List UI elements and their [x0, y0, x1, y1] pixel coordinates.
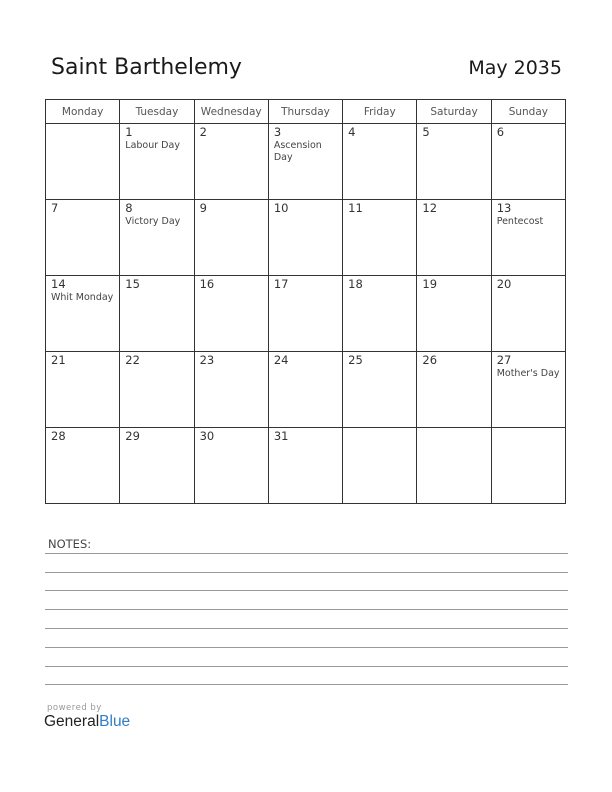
day-cell: [491, 124, 565, 200]
day-cell: [417, 200, 491, 276]
day-cell: [268, 276, 342, 352]
day-number: 27: [496, 353, 512, 367]
notes-line: [45, 628, 568, 629]
day-cell: [417, 276, 491, 352]
weekday-header: Thursday: [268, 100, 342, 124]
day-cell: [268, 428, 342, 504]
day-cell: [343, 276, 417, 352]
day-cell: [417, 124, 491, 200]
day-number: 20: [496, 277, 512, 291]
day-number: 10: [273, 201, 289, 215]
notes-line: [45, 684, 568, 685]
week-row: [46, 428, 566, 504]
day-cell: [120, 124, 194, 200]
day-number: 24: [273, 353, 289, 367]
brand-name-general: General: [44, 713, 100, 730]
weekday-header: Sunday: [491, 100, 565, 124]
day-cell: [120, 276, 194, 352]
day-number: 18: [348, 277, 363, 291]
week-row: [46, 352, 566, 428]
holiday-label: Victory Day: [125, 216, 181, 227]
day-number: 25: [348, 353, 363, 367]
day-number: 16: [199, 277, 215, 291]
day-cell: [343, 352, 417, 428]
notes-line: [45, 553, 568, 554]
day-number: 12: [422, 201, 438, 215]
day-number: 28: [51, 429, 66, 443]
day-number: 3: [273, 125, 282, 139]
notes-line: [45, 572, 568, 573]
day-cell: [491, 200, 565, 276]
day-number: 5: [422, 125, 430, 139]
holiday-label: Mother's Day: [496, 368, 560, 379]
day-number: 4: [348, 125, 356, 139]
day-number: 21: [51, 353, 66, 367]
day-cell: [417, 428, 491, 504]
weekday-header-row: [46, 100, 566, 124]
day-cell: [194, 428, 268, 504]
day-number: 23: [199, 353, 215, 367]
day-number: 6: [496, 125, 505, 139]
day-cell: [491, 276, 565, 352]
day-number: 17: [273, 277, 289, 291]
notes-line: [45, 666, 568, 667]
brand-name: [44, 713, 130, 731]
brand-name-blue: Blue: [99, 713, 131, 730]
day-number: 26: [422, 353, 438, 367]
weekday-header: Friday: [343, 100, 417, 124]
day-number: 11: [348, 201, 363, 215]
day-cell: [268, 352, 342, 428]
weekday-header: Monday: [46, 100, 120, 124]
holiday-label: Ascension Day: [273, 140, 322, 163]
day-number: 14: [51, 277, 66, 291]
day-number: 29: [125, 429, 140, 443]
day-number: 8: [125, 201, 133, 215]
day-number: 30: [199, 429, 215, 443]
holiday-label: Pentecost: [496, 216, 544, 227]
day-cell: [46, 200, 120, 276]
day-cell: [268, 124, 342, 200]
day-number: 22: [125, 353, 140, 367]
day-cell: [194, 352, 268, 428]
day-cell: [120, 428, 194, 504]
day-number: 7: [51, 201, 59, 215]
day-cell: [194, 124, 268, 200]
day-number: 31: [273, 429, 289, 443]
day-number: 15: [125, 277, 140, 291]
week-row: [46, 276, 566, 352]
day-cell: [417, 352, 491, 428]
calendar-month: May 2035: [468, 57, 562, 79]
day-cell: [46, 428, 120, 504]
day-cell: [491, 428, 565, 504]
day-cell: [343, 200, 417, 276]
holiday-label: Whit Monday: [51, 292, 114, 303]
day-cell: [120, 352, 194, 428]
week-row: [46, 124, 566, 200]
day-number: 19: [422, 277, 438, 291]
brand-logo: [44, 703, 130, 731]
day-cell: [194, 276, 268, 352]
notes-line: [45, 590, 568, 591]
day-cell: [46, 276, 120, 352]
day-cell: [46, 124, 120, 200]
day-number: 9: [199, 201, 207, 215]
day-cell: [491, 352, 565, 428]
weekday-header: Wednesday: [194, 100, 268, 124]
day-cell: [46, 352, 120, 428]
day-cell: [194, 200, 268, 276]
day-number: 2: [199, 125, 207, 139]
calendar-grid: [45, 99, 566, 504]
notes-line: [45, 647, 568, 648]
week-row: [46, 200, 566, 276]
powered-by-text: powered by: [47, 703, 102, 713]
weekday-header: Saturday: [417, 100, 491, 124]
day-cell: [343, 124, 417, 200]
weekday-header: Tuesday: [120, 100, 194, 124]
notes-label: NOTES:: [48, 537, 92, 551]
notes-line: [45, 609, 568, 610]
day-cell: [120, 200, 194, 276]
day-cell: [343, 428, 417, 504]
calendar-title: Saint Barthelemy: [51, 55, 242, 80]
holiday-label: Labour Day: [125, 140, 180, 151]
day-number: 1: [125, 125, 133, 139]
day-cell: [268, 200, 342, 276]
day-number: 13: [496, 201, 512, 215]
